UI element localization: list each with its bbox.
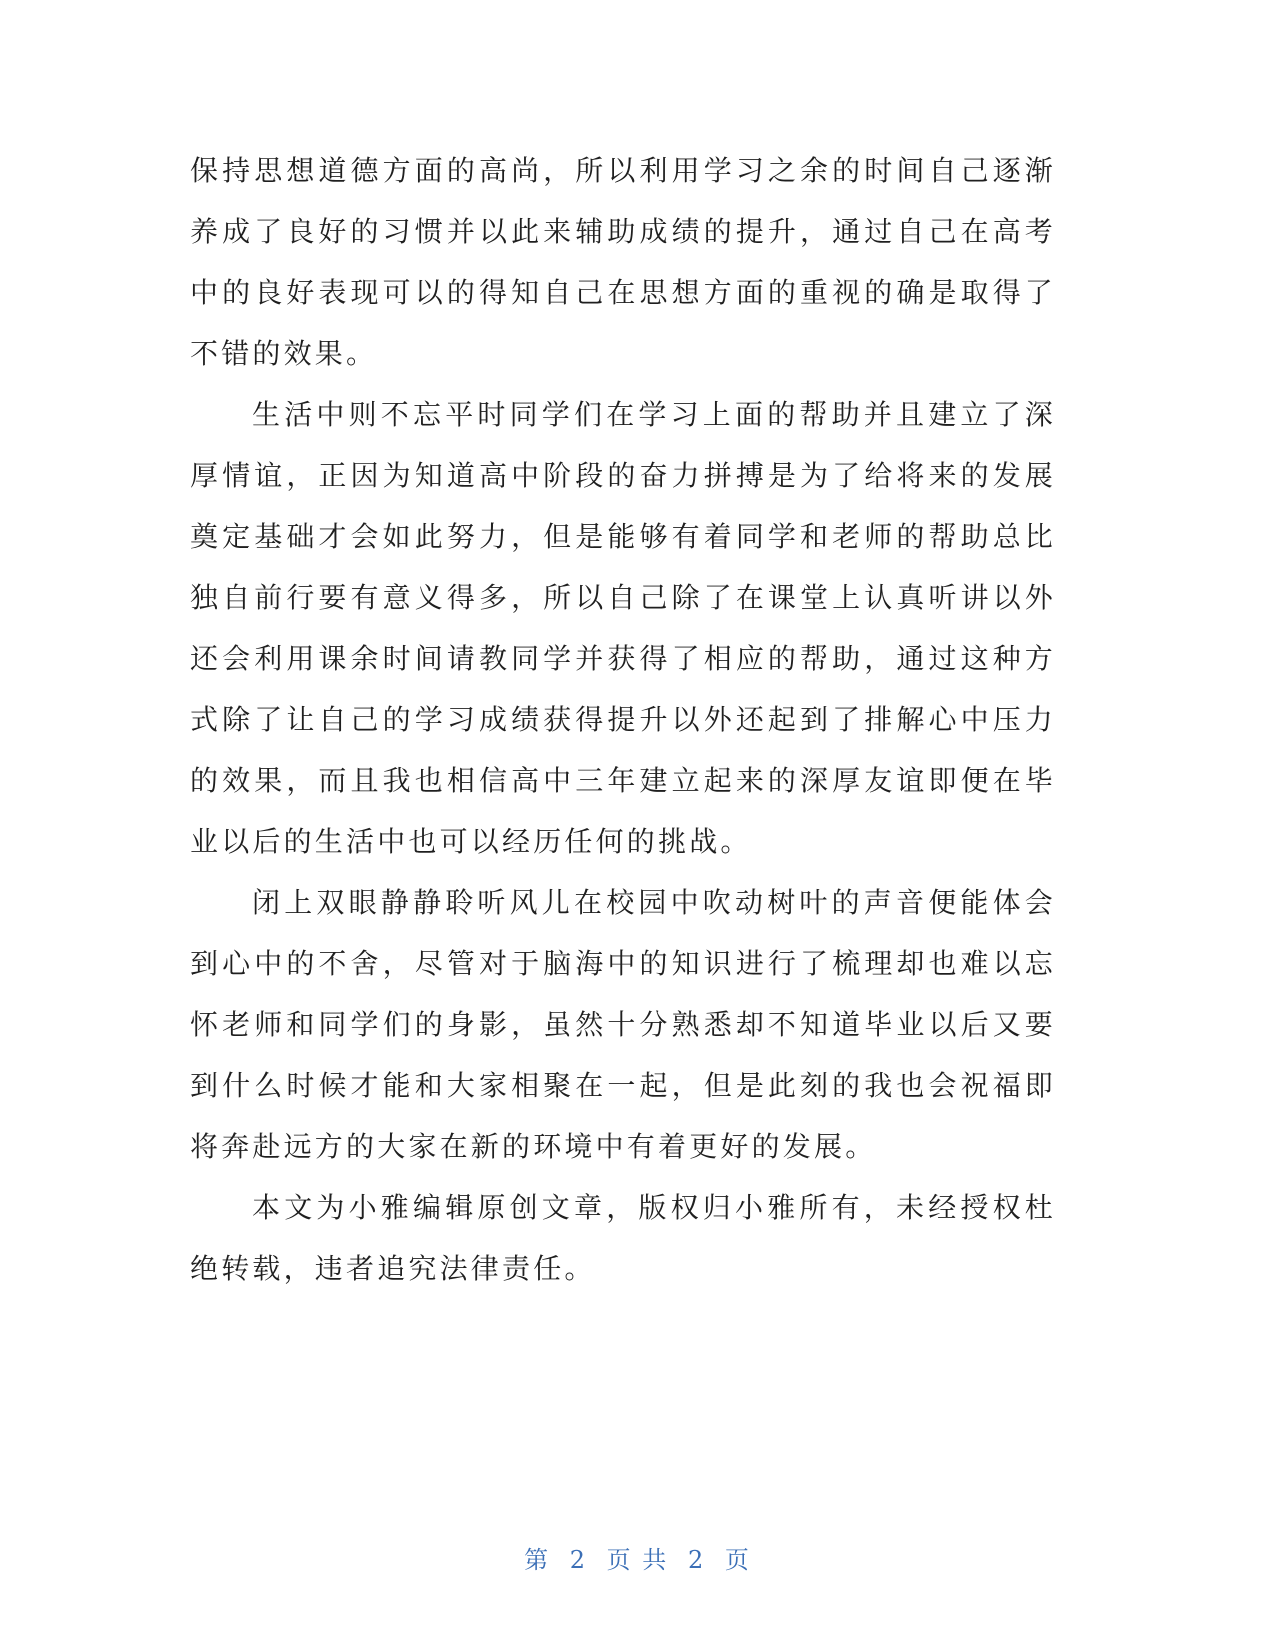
paragraph-2: 生活中则不忘平时同学们在学习上面的帮助并且建立了深厚情谊，正因为知道高中阶段的奋力拼搏是为了给将来的发展奠定基础才会如此努力，但是能够有着同学和老师的帮助总比独自前行要有意义得多，所以自己除了在课堂上认真听讲以外还会利用课余时间请教同学并获得了相应的帮助，通过这种方式除了让自己的学习成绩获得提升以外还起到了排解心中压力的效果，而且我也相信高中三年建立起来的深厚友谊即便在毕业以后的生活中也可以经历任何的挑战。 xyxy=(190,398,1056,858)
paragraph-1: 保持思想道德方面的高尚，所以利用学习之余的时间自己逐渐养成了良好的习惯并以此来辅助成绩的提升，通过自己在高考中的良好表现可以的得知自己在思想方面的重视的确是取得了不错的效果。 xyxy=(190,154,1056,370)
current-page-number: 2 xyxy=(569,1546,588,1574)
page-label-prefix: 第 xyxy=(524,1546,551,1574)
page-label-mid: 页 共 xyxy=(606,1546,669,1574)
paragraph-4: 本文为小雅编辑原创文章，版权归小雅所有，未经授权杜绝转载，违者追究法律责任。 xyxy=(190,1191,1056,1285)
paragraph-3: 闭上双眼静静聆听风儿在校园中吹动树叶的声音便能体会到心中的不舍，尽管对于脑海中的知识进行了梳理却也难以忘怀老师和同学们的身影，虽然十分熟悉却不知道毕业以后又要到什么时候才能和大家相聚在一起，但是此刻的我也会祝福即将奔赴远方的大家在新的环境中有着更好的发展。 xyxy=(190,886,1056,1163)
page-footer xyxy=(0,1540,1275,1575)
total-pages-number: 2 xyxy=(687,1546,706,1574)
document-body xyxy=(190,140,1056,1299)
page-label-suffix: 页 xyxy=(724,1546,751,1574)
